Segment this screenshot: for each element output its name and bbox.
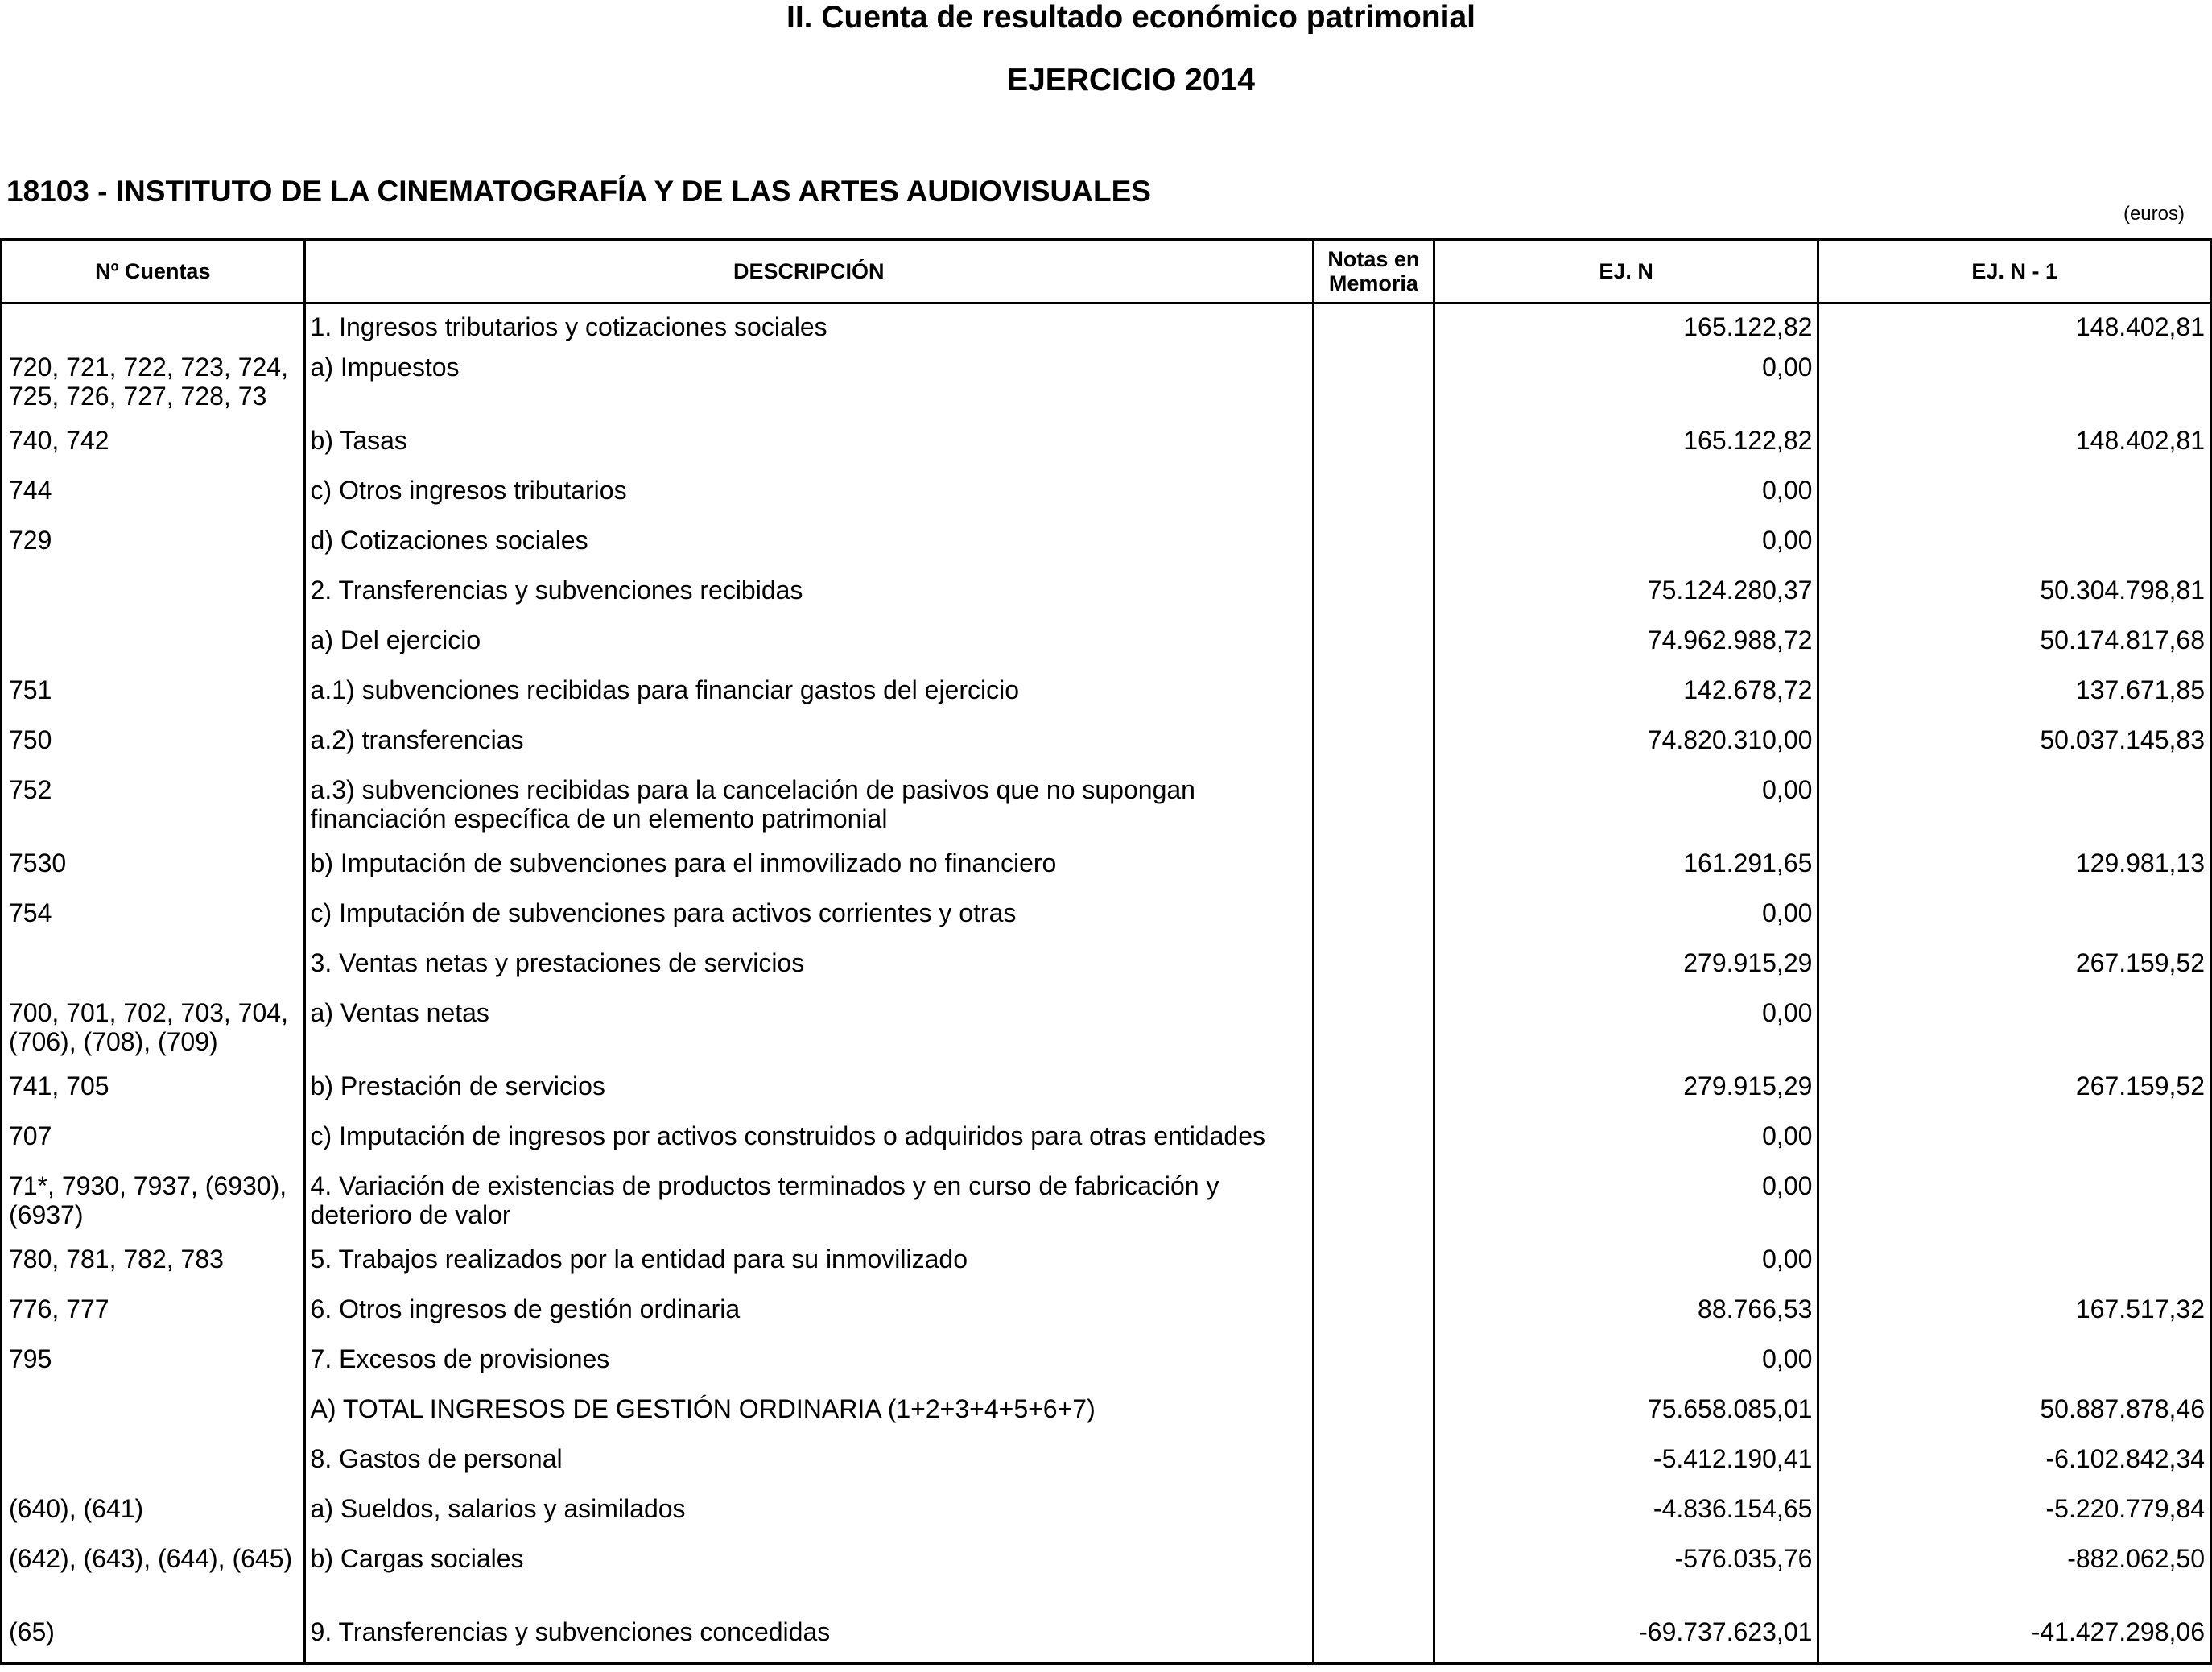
account-codes: 744 bbox=[2, 476, 305, 526]
row-description: a) Ventas netas bbox=[304, 998, 1313, 1071]
row-notes bbox=[1313, 1617, 1434, 1664]
row-description: c) Otros ingresos tributarios bbox=[304, 476, 1313, 526]
row-description: a) Impuestos bbox=[304, 353, 1313, 426]
table-row bbox=[2, 476, 2211, 526]
row-description: 6. Otros ingresos de gestión ordinaria bbox=[304, 1294, 1313, 1344]
table-row bbox=[2, 998, 2211, 1071]
account-codes bbox=[2, 576, 305, 625]
row-notes bbox=[1313, 1071, 1434, 1121]
table-header-row bbox=[2, 240, 2211, 303]
amount-previous-year bbox=[1818, 526, 2211, 576]
column-header-current-year: EJ. N bbox=[1434, 240, 1818, 303]
row-notes bbox=[1313, 1121, 1434, 1171]
row-description: A) TOTAL INGRESOS DE GESTIÓN ORDINARIA (1+2+3+4+5+6+7) bbox=[304, 1394, 1313, 1444]
amount-current-year: 75.124.280,37 bbox=[1434, 576, 1818, 625]
account-codes: 707 bbox=[2, 1121, 305, 1171]
table-row bbox=[2, 675, 2211, 725]
amount-current-year: -5.412.190,41 bbox=[1434, 1444, 1818, 1494]
row-description: b) Prestación de servicios bbox=[304, 1071, 1313, 1121]
row-description: 8. Gastos de personal bbox=[304, 1444, 1313, 1494]
row-description: a.2) transferencias bbox=[304, 725, 1313, 775]
account-codes: 7530 bbox=[2, 848, 305, 898]
account-codes bbox=[2, 303, 305, 353]
row-notes bbox=[1313, 1544, 1434, 1617]
table-row bbox=[2, 526, 2211, 576]
account-codes: 71*, 7930, 7937, (6930), (6937) bbox=[2, 1171, 305, 1245]
account-codes: 751 bbox=[2, 675, 305, 725]
table-row bbox=[2, 775, 2211, 848]
row-notes bbox=[1313, 1444, 1434, 1494]
amount-current-year: 0,00 bbox=[1434, 353, 1818, 426]
amount-current-year: 0,00 bbox=[1434, 1171, 1818, 1245]
row-description: c) Imputación de ingresos por activos construidos o adquiridos para otras entidades bbox=[304, 1121, 1313, 1171]
currency-unit-label: (euros) bbox=[2123, 203, 2185, 225]
table-row bbox=[2, 1245, 2211, 1294]
account-codes: 740, 742 bbox=[2, 426, 305, 476]
account-codes: (642), (643), (644), (645) bbox=[2, 1544, 305, 1617]
account-codes: (65) bbox=[2, 1617, 305, 1664]
table-row bbox=[2, 1171, 2211, 1245]
amount-previous-year bbox=[1818, 476, 2211, 526]
amount-current-year: -69.737.623,01 bbox=[1434, 1617, 1818, 1664]
row-notes bbox=[1313, 848, 1434, 898]
amount-previous-year bbox=[1818, 998, 2211, 1071]
row-description: a.3) subvenciones recibidas para la cancelación de pasivos que no supongan financiación específica de un elemento patrimonial bbox=[304, 775, 1313, 848]
row-description: 9. Transferencias y subvenciones concedidas bbox=[304, 1617, 1313, 1664]
amount-current-year: 0,00 bbox=[1434, 476, 1818, 526]
amount-previous-year: -5.220.779,84 bbox=[1818, 1494, 2211, 1544]
account-codes: 776, 777 bbox=[2, 1294, 305, 1344]
amount-previous-year: 50.037.145,83 bbox=[1818, 725, 2211, 775]
column-header-accounts: Nº Cuentas bbox=[2, 240, 305, 303]
column-header-description: DESCRIPCIÓN bbox=[304, 240, 1313, 303]
amount-previous-year: -41.427.298,06 bbox=[1818, 1617, 2211, 1664]
amount-previous-year bbox=[1818, 1344, 2211, 1394]
row-notes bbox=[1313, 775, 1434, 848]
amount-previous-year bbox=[1818, 1245, 2211, 1294]
amount-current-year: 165.122,82 bbox=[1434, 303, 1818, 353]
report-title: II. Cuenta de resultado económico patrimonial bbox=[786, 0, 1475, 35]
amount-current-year: 0,00 bbox=[1434, 1344, 1818, 1394]
account-codes: 750 bbox=[2, 725, 305, 775]
column-header-notes: Notas en Memoria bbox=[1313, 240, 1434, 303]
row-notes bbox=[1313, 625, 1434, 675]
row-notes bbox=[1313, 303, 1434, 353]
amount-current-year: 161.291,65 bbox=[1434, 848, 1818, 898]
amount-current-year: 74.962.988,72 bbox=[1434, 625, 1818, 675]
account-codes: 754 bbox=[2, 898, 305, 948]
amount-current-year: 0,00 bbox=[1434, 1121, 1818, 1171]
table-row bbox=[2, 1071, 2211, 1121]
amount-current-year: 0,00 bbox=[1434, 1245, 1818, 1294]
account-codes: 795 bbox=[2, 1344, 305, 1394]
amount-previous-year bbox=[1818, 1171, 2211, 1245]
table-row bbox=[2, 1121, 2211, 1171]
row-description: 1. Ingresos tributarios y cotizaciones sociales bbox=[304, 303, 1313, 353]
amount-previous-year: 129.981,13 bbox=[1818, 848, 2211, 898]
amount-previous-year: 148.402,81 bbox=[1818, 303, 2211, 353]
account-codes: 752 bbox=[2, 775, 305, 848]
amount-current-year: 165.122,82 bbox=[1434, 426, 1818, 476]
account-codes bbox=[2, 1444, 305, 1494]
row-description: c) Imputación de subvenciones para activos corrientes y otras bbox=[304, 898, 1313, 948]
row-description: b) Tasas bbox=[304, 426, 1313, 476]
results-table bbox=[0, 238, 2212, 1665]
table-row bbox=[2, 303, 2211, 353]
amount-previous-year: 167.517,32 bbox=[1818, 1294, 2211, 1344]
row-description: 2. Transferencias y subvenciones recibidas bbox=[304, 576, 1313, 625]
amount-previous-year bbox=[1818, 1121, 2211, 1171]
row-notes bbox=[1313, 353, 1434, 426]
column-header-previous-year: EJ. N - 1 bbox=[1818, 240, 2211, 303]
row-notes bbox=[1313, 898, 1434, 948]
amount-previous-year: -882.062,50 bbox=[1818, 1544, 2211, 1617]
row-description: a) Del ejercicio bbox=[304, 625, 1313, 675]
row-notes bbox=[1313, 426, 1434, 476]
amount-previous-year: 50.887.878,46 bbox=[1818, 1394, 2211, 1444]
amount-current-year: 88.766,53 bbox=[1434, 1294, 1818, 1344]
table-row bbox=[2, 625, 2211, 675]
row-notes bbox=[1313, 576, 1434, 625]
row-notes bbox=[1313, 725, 1434, 775]
account-codes bbox=[2, 625, 305, 675]
table-row bbox=[2, 898, 2211, 948]
row-notes bbox=[1313, 1171, 1434, 1245]
table-row bbox=[2, 948, 2211, 998]
amount-previous-year: 267.159,52 bbox=[1818, 948, 2211, 998]
amount-previous-year: 137.671,85 bbox=[1818, 675, 2211, 725]
row-notes bbox=[1313, 1494, 1434, 1544]
table-row bbox=[2, 1494, 2211, 1544]
table-row bbox=[2, 576, 2211, 625]
account-codes: 741, 705 bbox=[2, 1071, 305, 1121]
row-description: d) Cotizaciones sociales bbox=[304, 526, 1313, 576]
fiscal-year-title: EJERCICIO 2014 bbox=[1007, 63, 1255, 97]
amount-current-year: 0,00 bbox=[1434, 775, 1818, 848]
amount-current-year: 75.658.085,01 bbox=[1434, 1394, 1818, 1444]
row-description: 7. Excesos de provisiones bbox=[304, 1344, 1313, 1394]
amount-previous-year: 148.402,81 bbox=[1818, 426, 2211, 476]
row-notes bbox=[1313, 1294, 1434, 1344]
row-notes bbox=[1313, 998, 1434, 1071]
account-codes: 729 bbox=[2, 526, 305, 576]
amount-previous-year bbox=[1818, 775, 2211, 848]
account-codes: 700, 701, 702, 703, 704, (706), (708), (709) bbox=[2, 998, 305, 1071]
row-notes bbox=[1313, 675, 1434, 725]
account-codes: 780, 781, 782, 783 bbox=[2, 1245, 305, 1294]
row-notes bbox=[1313, 1344, 1434, 1394]
table-row bbox=[2, 1617, 2211, 1664]
row-description: b) Imputación de subvenciones para el inmovilizado no financiero bbox=[304, 848, 1313, 898]
amount-current-year: -4.836.154,65 bbox=[1434, 1494, 1818, 1544]
row-description: a) Sueldos, salarios y asimilados bbox=[304, 1494, 1313, 1544]
account-codes bbox=[2, 948, 305, 998]
row-description: b) Cargas sociales bbox=[304, 1544, 1313, 1617]
amount-previous-year: 50.174.817,68 bbox=[1818, 625, 2211, 675]
table-row bbox=[2, 848, 2211, 898]
total-row bbox=[2, 1394, 2211, 1444]
account-codes bbox=[2, 1394, 305, 1444]
amount-current-year: 74.820.310,00 bbox=[1434, 725, 1818, 775]
account-codes: (640), (641) bbox=[2, 1494, 305, 1544]
account-codes: 720, 721, 722, 723, 724, 725, 726, 727, 728, 73 bbox=[2, 353, 305, 426]
row-description: 3. Ventas netas y prestaciones de servicios bbox=[304, 948, 1313, 998]
amount-previous-year: 267.159,52 bbox=[1818, 1071, 2211, 1121]
row-notes bbox=[1313, 948, 1434, 998]
table-row bbox=[2, 1294, 2211, 1344]
row-description: a.1) subvenciones recibidas para financiar gastos del ejercicio bbox=[304, 675, 1313, 725]
row-description: 4. Variación de existencias de productos terminados y en curso de fabricación y deterioro de valor bbox=[304, 1171, 1313, 1245]
table-row bbox=[2, 1444, 2211, 1494]
amount-previous-year bbox=[1818, 353, 2211, 426]
amount-previous-year bbox=[1818, 898, 2211, 948]
amount-current-year: 0,00 bbox=[1434, 998, 1818, 1071]
row-notes bbox=[1313, 1394, 1434, 1444]
amount-current-year: 0,00 bbox=[1434, 526, 1818, 576]
amount-current-year: 0,00 bbox=[1434, 898, 1818, 948]
amount-current-year: 279.915,29 bbox=[1434, 948, 1818, 998]
amount-current-year: 142.678,72 bbox=[1434, 675, 1818, 725]
table-row bbox=[2, 353, 2211, 426]
table-row bbox=[2, 1544, 2211, 1617]
row-description: 5. Trabajos realizados por la entidad para su inmovilizado bbox=[304, 1245, 1313, 1294]
table-row bbox=[2, 1344, 2211, 1394]
table-row bbox=[2, 725, 2211, 775]
amount-previous-year: 50.304.798,81 bbox=[1818, 576, 2211, 625]
amount-current-year: -576.035,76 bbox=[1434, 1544, 1818, 1617]
amount-previous-year: -6.102.842,34 bbox=[1818, 1444, 2211, 1494]
amount-current-year: 279.915,29 bbox=[1434, 1071, 1818, 1121]
entity-heading: 18103 - INSTITUTO DE LA CINEMATOGRAFÍA Y DE LAS ARTES AUDIOVISUALES bbox=[6, 175, 1151, 208]
row-notes bbox=[1313, 526, 1434, 576]
table-row bbox=[2, 426, 2211, 476]
row-notes bbox=[1313, 1245, 1434, 1294]
row-notes bbox=[1313, 476, 1434, 526]
